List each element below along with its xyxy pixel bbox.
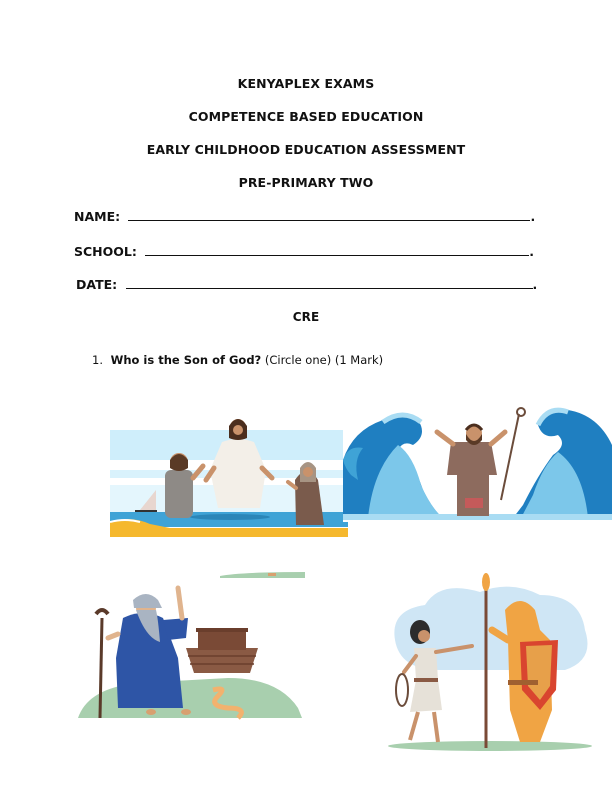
school-field[interactable] — [74, 243, 534, 259]
question-number: 1. — [92, 353, 103, 367]
jesus-walking-on-water-image[interactable] — [110, 400, 348, 537]
name-field[interactable] — [74, 208, 535, 224]
name-terminator: . — [530, 209, 536, 224]
grade-title: PRE-PRIMARY TWO — [238, 175, 374, 190]
david-and-goliath-image[interactable] — [380, 570, 605, 752]
moses-parting-sea-image[interactable] — [343, 400, 612, 522]
noah-and-ark-image[interactable] — [78, 578, 310, 720]
question-1 — [92, 353, 383, 367]
date-line[interactable] — [126, 276, 533, 289]
question-instruction: (Circle one) (1 Mark) — [264, 353, 384, 367]
school-line[interactable] — [145, 243, 529, 256]
david-goliath-illustration — [380, 570, 605, 752]
curriculum-title: COMPETENCE BASED EDUCATION — [188, 109, 424, 124]
name-line[interactable] — [128, 208, 530, 221]
name-label: NAME: — [74, 209, 121, 224]
subject-title: CRE — [292, 310, 320, 324]
assessment-title: EARLY CHILDHOOD EDUCATION ASSESSMENT — [146, 142, 466, 157]
date-terminator: . — [532, 277, 538, 292]
moses-illustration — [343, 400, 612, 522]
jesus-illustration — [110, 400, 348, 537]
exam-title: KENYAPLEX EXAMS — [237, 76, 375, 91]
noah-illustration — [78, 578, 310, 720]
school-label: SCHOOL: — [74, 244, 137, 259]
question-text: Who is the Son of God? — [110, 353, 262, 367]
date-label: DATE: — [76, 277, 118, 292]
date-field[interactable] — [76, 276, 537, 292]
school-terminator: . — [529, 244, 534, 259]
